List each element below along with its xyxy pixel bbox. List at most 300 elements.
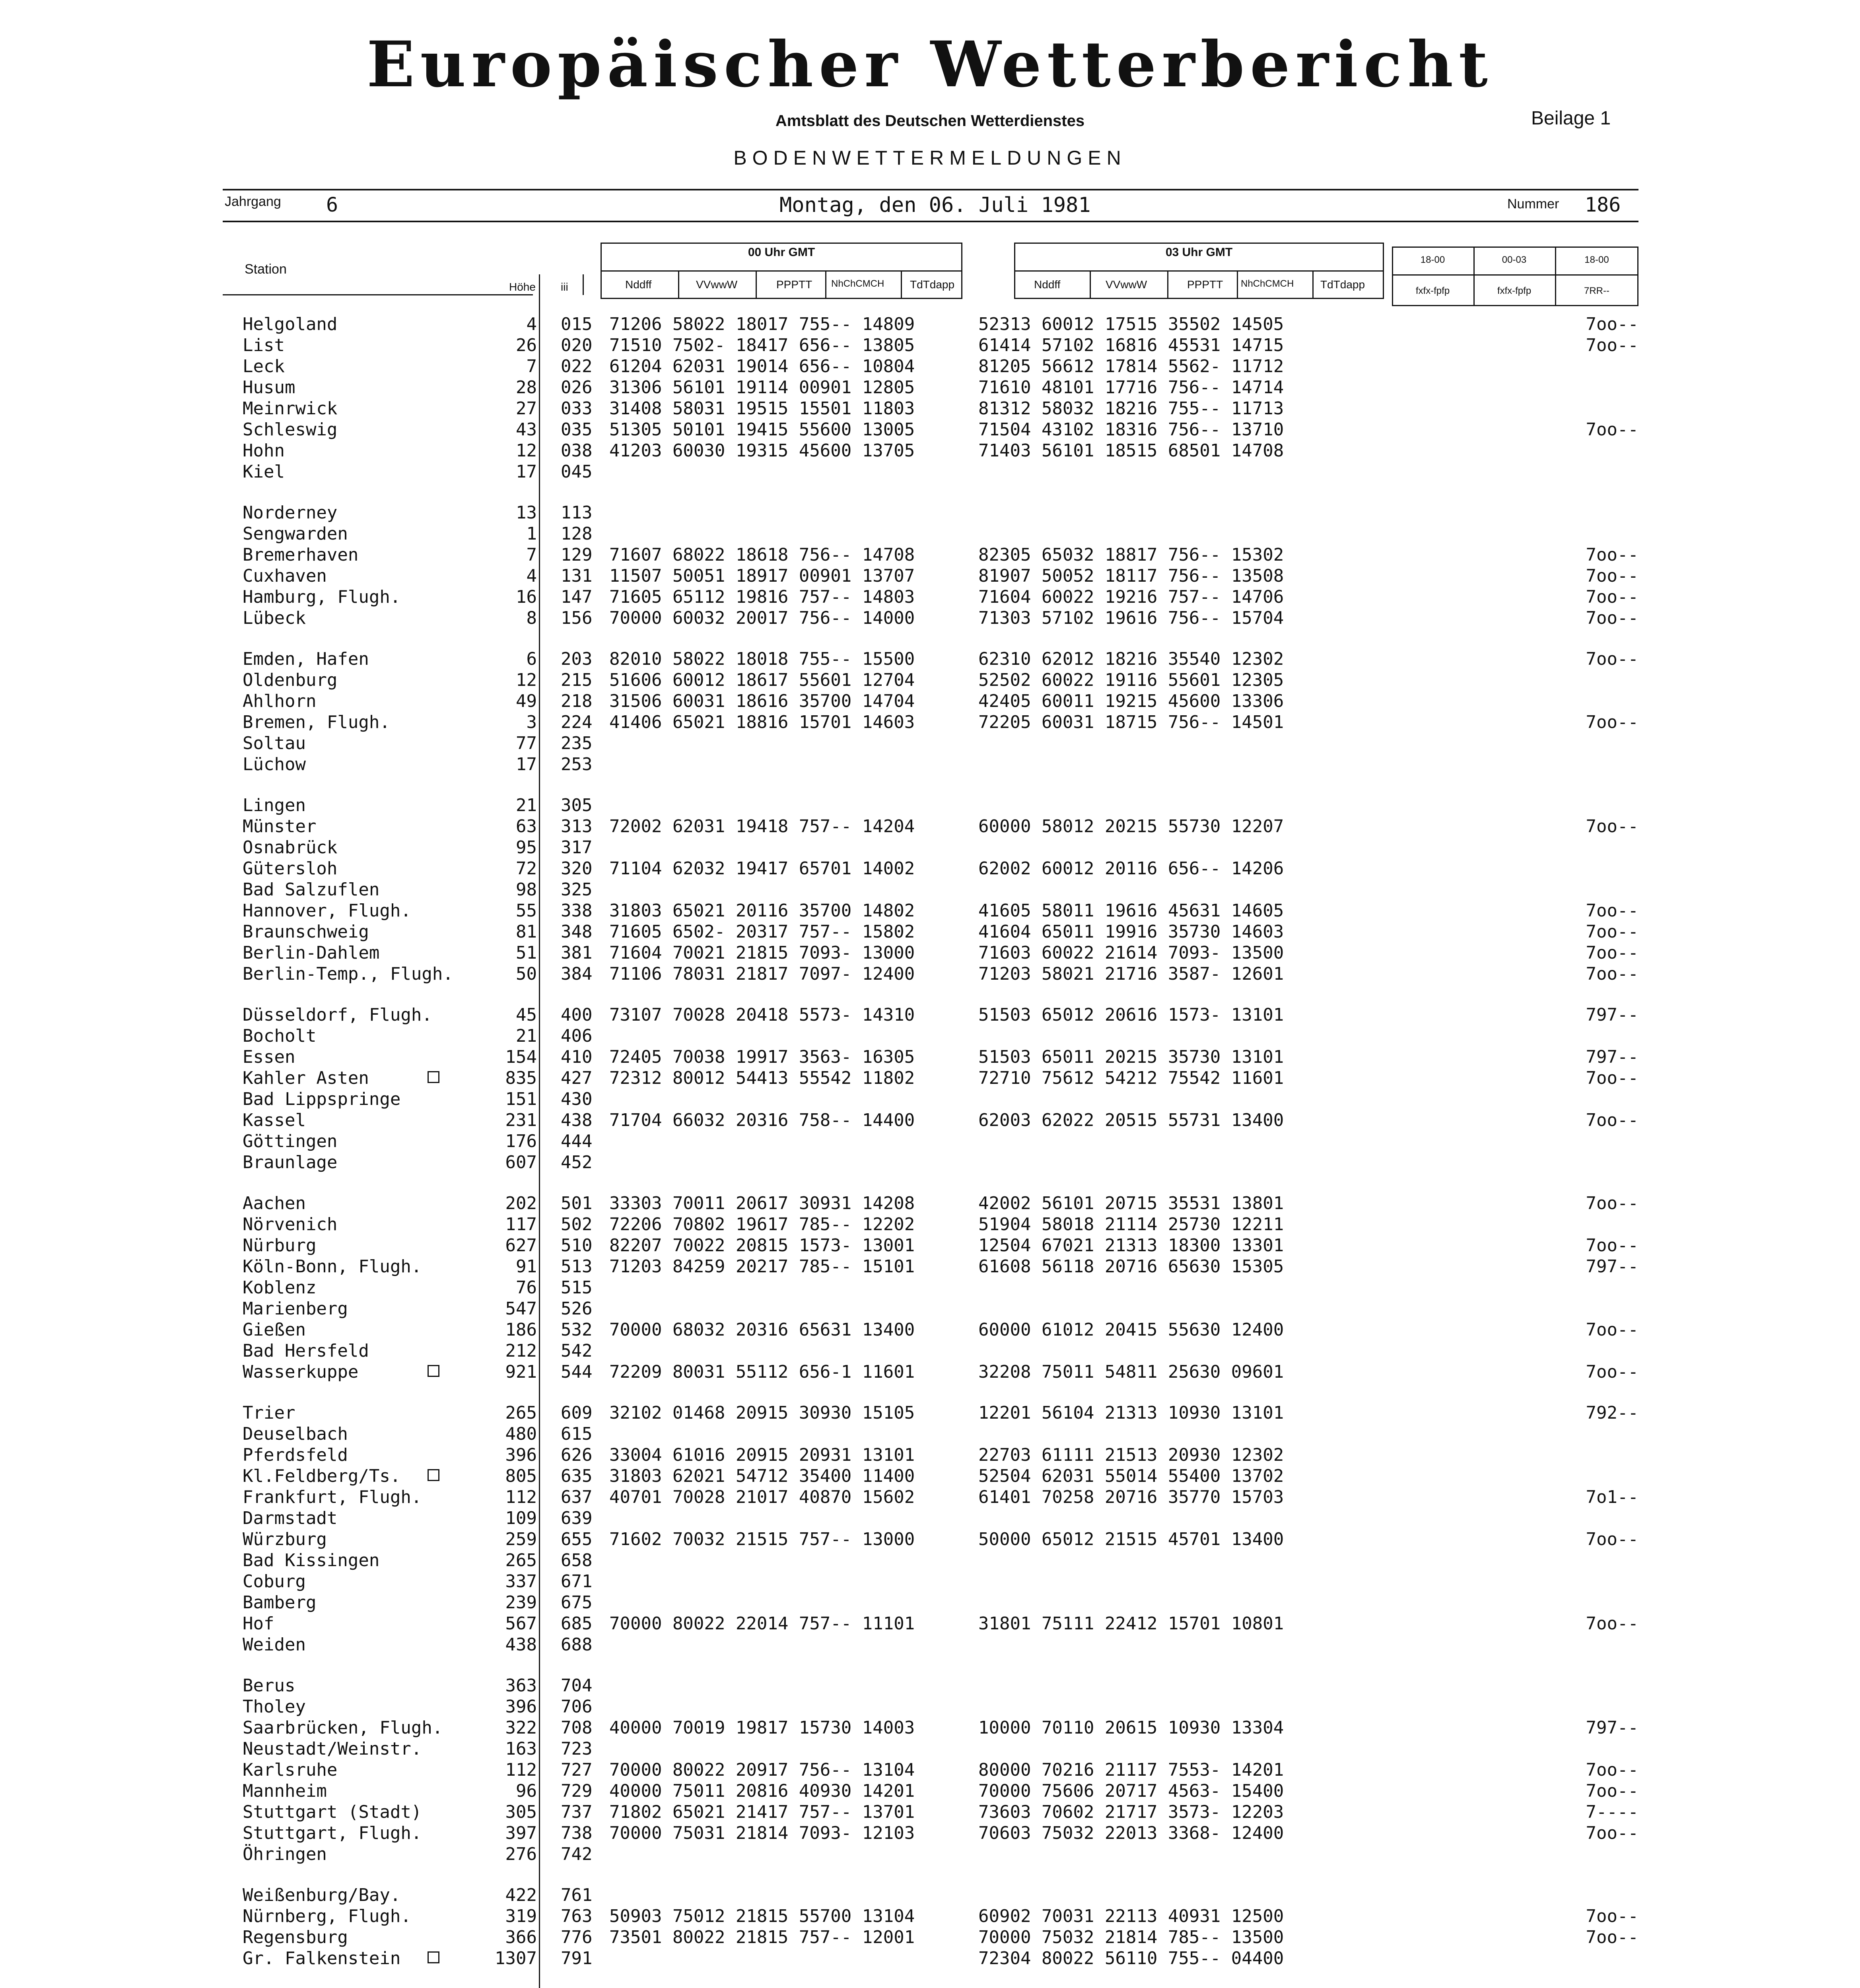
station-iii: 026	[561, 377, 593, 398]
station-hoehe: 7	[526, 356, 537, 377]
station-iii: 675	[561, 1592, 593, 1613]
obs-weather-code: 7oo--	[1586, 314, 1638, 334]
obs-00-uhr: 72209 80031 55112 656-1 11601	[609, 1362, 915, 1382]
station-hoehe: 76	[516, 1277, 537, 1298]
obs-00-uhr: 72312 80012 54413 55542 11802	[609, 1068, 915, 1088]
station-iii: 444	[561, 1131, 593, 1151]
station-name: Bad Lippspringe	[243, 1089, 401, 1109]
obs-00-uhr: 71704 66032 20316 758-- 14400	[609, 1110, 915, 1130]
station-iii: 320	[561, 858, 593, 879]
station-iii: 510	[561, 1235, 593, 1256]
station-name: Stuttgart (Stadt)	[243, 1802, 422, 1822]
obs-weather-code: 7oo--	[1586, 712, 1638, 732]
station-iii: 542	[561, 1341, 593, 1361]
obs-03-uhr: 70000 75032 21814 785-- 13500	[978, 1927, 1284, 1947]
obs-weather-code: 7oo--	[1586, 1529, 1638, 1549]
station-hoehe: 117	[505, 1214, 537, 1235]
obs-00-uhr: 70000 80022 22014 757-- 11101	[609, 1613, 915, 1634]
station-hoehe: 21	[516, 795, 537, 815]
station-hoehe: 567	[505, 1613, 537, 1634]
station-name: Hof	[243, 1613, 274, 1634]
station-iii: 635	[561, 1466, 593, 1486]
station-iii: 317	[561, 837, 593, 858]
obs-03-uhr: 71203 58021 21716 3587- 12601	[978, 964, 1284, 984]
station-iii: 763	[561, 1906, 593, 1926]
obs-00-uhr: 40701 70028 21017 40870 15602	[609, 1487, 915, 1507]
obs-03-uhr: 61401 70258 20716 35770 15703	[978, 1487, 1284, 1507]
station-name: Nürburg	[243, 1235, 317, 1256]
col-head-hoehe: Höhe	[509, 281, 536, 293]
station-iii: 637	[561, 1487, 593, 1507]
obs-00-uhr: 11507 50051 18917 00901 13707	[609, 566, 915, 586]
station-hoehe: 322	[505, 1718, 537, 1738]
obs-03-uhr: 72710 75612 54212 75542 11601	[978, 1068, 1284, 1088]
station-name: Neustadt/Weinstr.	[243, 1739, 422, 1759]
station-hoehe: 43	[516, 419, 537, 440]
obs-weather-code: 7oo--	[1586, 1760, 1638, 1780]
station-hoehe: 112	[505, 1760, 537, 1780]
right-sub-3: 7RR--	[1584, 285, 1609, 296]
station-iii: 688	[561, 1635, 593, 1655]
b00-v3	[825, 270, 826, 299]
obs-00-uhr: 70000 68032 20316 65631 13400	[609, 1320, 915, 1340]
obs-weather-code: 7----	[1586, 1802, 1638, 1822]
station-name: Essen	[243, 1047, 295, 1067]
station-iii: 761	[561, 1885, 593, 1905]
obs-weather-code: 7oo--	[1586, 901, 1638, 921]
station-name: Osnabrück	[243, 837, 338, 858]
station-name: Göttingen	[243, 1131, 338, 1151]
station-name: Lingen	[243, 795, 306, 815]
station-hoehe: 3	[526, 712, 537, 732]
section-title: BODENWETTERMELDUNGEN	[733, 147, 1127, 169]
obs-03-uhr: 51503 65012 20616 1573- 13101	[978, 1005, 1284, 1025]
station-hoehe: 397	[505, 1823, 537, 1843]
station-name: Coburg	[243, 1571, 306, 1592]
station-hoehe: 16	[516, 587, 537, 607]
station-iii: 776	[561, 1927, 593, 1947]
station-name: Karlsruhe	[243, 1760, 338, 1780]
block-00-col-clouds: NhChCMCH	[831, 278, 884, 289]
station-name: Bad Hersfeld	[243, 1341, 369, 1361]
station-hoehe: 305	[505, 1802, 537, 1822]
station-name: Saarbrücken, Flugh.	[243, 1718, 443, 1738]
obs-03-uhr: 71403 56101 18515 68501 14708	[978, 441, 1284, 461]
station-iii: 609	[561, 1403, 593, 1423]
beilage-label: Beilage 1	[1531, 108, 1611, 129]
station-iii: 727	[561, 1760, 593, 1780]
station-iii: 384	[561, 964, 593, 984]
station-hoehe: 4	[526, 314, 537, 334]
station-name: Lüchow	[243, 754, 306, 775]
station-name: Leck	[243, 356, 285, 377]
station-hoehe: 231	[505, 1110, 537, 1130]
right-head-1: 18-00	[1420, 254, 1445, 265]
station-iii: 685	[561, 1613, 593, 1634]
station-hoehe: 202	[505, 1193, 537, 1213]
station-name: Frankfurt, Flugh.	[243, 1487, 422, 1507]
obs-weather-code: 7oo--	[1586, 419, 1638, 440]
obs-weather-code: 7oo--	[1586, 1068, 1638, 1088]
station-iii: 215	[561, 670, 593, 690]
obs-00-uhr: 31306 56101 19114 00901 12805	[609, 377, 915, 398]
page-title: Europäischer Wetterbericht	[367, 28, 1493, 101]
obs-03-uhr: 81312 58032 18216 755-- 11713	[978, 398, 1284, 419]
station-iii: 020	[561, 335, 593, 355]
station-hoehe: 45	[516, 1005, 537, 1025]
station-name: Hohn	[243, 441, 285, 461]
station-hoehe: 96	[516, 1781, 537, 1801]
obs-03-uhr: 73603 70602 21717 3573- 12203	[978, 1802, 1284, 1822]
station-hoehe: 265	[505, 1550, 537, 1571]
obs-03-uhr: 52502 60022 19116 55601 12305	[978, 670, 1284, 690]
station-name: Bad Kissingen	[243, 1550, 380, 1571]
station-name: Kahler Asten	[243, 1068, 369, 1088]
station-iii: 704	[561, 1675, 593, 1696]
obs-weather-code: 7oo--	[1586, 1110, 1638, 1130]
station-iii: 381	[561, 943, 593, 963]
station-hoehe: 112	[505, 1487, 537, 1507]
obs-00-uhr: 31408 58031 19515 15501 11803	[609, 398, 915, 419]
obs-00-uhr: 41203 60030 19315 45600 13705	[609, 441, 915, 461]
station-hoehe: 265	[505, 1403, 537, 1423]
station-iii: 544	[561, 1362, 593, 1382]
station-hoehe: 12	[516, 670, 537, 690]
station-name: Düsseldorf, Flugh.	[243, 1005, 432, 1025]
station-hoehe: 186	[505, 1320, 537, 1340]
station-name: Lübeck	[243, 608, 306, 628]
obs-00-uhr: 82010 58022 18018 755-- 15500	[609, 649, 915, 669]
obs-03-uhr: 71610 48101 17716 756-- 14714	[978, 377, 1284, 398]
obs-03-uhr: 81907 50052 18117 756-- 13508	[978, 566, 1284, 586]
obs-weather-code: 7oo--	[1586, 1781, 1638, 1801]
obs-03-uhr: 60902 70031 22113 40931 12500	[978, 1906, 1284, 1926]
obs-00-uhr: 31803 65021 20116 35700 14802	[609, 901, 915, 921]
block-03-col-clouds: NhChCMCH	[1241, 278, 1294, 289]
station-hoehe: 835	[505, 1068, 537, 1088]
iii-divider	[583, 274, 584, 295]
obs-00-uhr: 33303 70011 20617 30931 14208	[609, 1193, 915, 1213]
obs-03-uhr: 62003 62022 20515 55731 13400	[978, 1110, 1284, 1130]
obs-03-uhr: 71603 60022 21614 7093- 13500	[978, 943, 1284, 963]
right-head-2: 00-03	[1502, 254, 1527, 265]
station-name: Gießen	[243, 1320, 306, 1340]
station-hoehe: 77	[516, 733, 537, 753]
station-iii: 427	[561, 1068, 593, 1088]
obs-03-uhr: 32208 75011 54811 25630 09601	[978, 1362, 1284, 1382]
station-iii: 129	[561, 545, 593, 565]
station-iii: 406	[561, 1026, 593, 1046]
b00-v2	[756, 270, 757, 299]
station-name: Münster	[243, 816, 317, 837]
station-hoehe: 319	[505, 1906, 537, 1926]
obs-03-uhr: 72205 60031 18715 756-- 14501	[978, 712, 1284, 732]
obs-03-uhr: 82305 65032 18817 756-- 15302	[978, 545, 1284, 565]
station-hoehe: 6	[526, 649, 537, 669]
obs-00-uhr: 71104 62032 19417 65701 14002	[609, 858, 915, 879]
obs-03-uhr: 42002 56101 20715 35531 13801	[978, 1193, 1284, 1213]
obs-weather-code: 797--	[1586, 1005, 1638, 1025]
obs-00-uhr: 71106 78031 21817 7097- 12400	[609, 964, 915, 984]
obs-00-uhr: 71203 84259 20217 785-- 15101	[609, 1256, 915, 1277]
obs-03-uhr: 60000 58012 20215 55730 12207	[978, 816, 1284, 837]
header-top-rule	[223, 189, 1638, 190]
obs-weather-code: 7oo--	[1586, 816, 1638, 837]
station-hoehe: 17	[516, 754, 537, 775]
station-col-rule	[223, 294, 533, 295]
obs-weather-code: 7oo--	[1586, 649, 1638, 669]
obs-03-uhr: 80000 70216 21117 7553- 14201	[978, 1760, 1284, 1780]
obs-weather-code: 792--	[1586, 1403, 1638, 1423]
nummer-label: Nummer	[1507, 196, 1559, 212]
block-00-col-tdapp: TdTdapp	[910, 278, 955, 291]
station-hoehe: 8	[526, 608, 537, 628]
obs-weather-code: 7oo--	[1586, 964, 1638, 984]
station-name: Norderney	[243, 503, 338, 523]
obs-weather-code: 7oo--	[1586, 943, 1638, 963]
station-iii: 438	[561, 1110, 593, 1130]
station-iii: 325	[561, 879, 593, 900]
b03-v1	[1090, 270, 1091, 299]
right-sub-1: fxfx-fpfp	[1415, 285, 1450, 296]
station-name: Bamberg	[243, 1592, 317, 1613]
block-03-col-ppptt: PPPTT	[1187, 278, 1223, 291]
block-00-col-vvwww: VVwwW	[696, 278, 738, 291]
station-name: Cuxhaven	[243, 566, 327, 586]
station-name: Regensburg	[243, 1927, 348, 1947]
obs-00-uhr: 72002 62031 19418 757-- 14204	[609, 816, 915, 837]
station-hoehe: 259	[505, 1529, 537, 1549]
station-name: Nürnberg, Flugh.	[243, 1906, 411, 1926]
station-name: Köln-Bonn, Flugh.	[243, 1256, 422, 1277]
obs-weather-code: 7oo--	[1586, 566, 1638, 586]
obs-weather-code: 7oo--	[1586, 587, 1638, 607]
obs-03-uhr: 51904 58018 21114 25730 12211	[978, 1214, 1284, 1235]
obs-weather-code: 7oo--	[1586, 1320, 1638, 1340]
station-name: Kiel	[243, 462, 285, 482]
obs-weather-code: 7oo--	[1586, 1235, 1638, 1256]
station-hoehe: 21	[516, 1026, 537, 1046]
station-iii: 671	[561, 1571, 593, 1592]
block-00-title: 00 Uhr GMT	[748, 246, 815, 259]
station-iii: 113	[561, 503, 593, 523]
station-hoehe: 7	[526, 545, 537, 565]
obs-03-uhr: 81205 56612 17814 5562- 11712	[978, 356, 1284, 377]
station-iii: 131	[561, 566, 593, 586]
station-name: Berlin-Temp., Flugh.	[243, 964, 453, 984]
obs-03-uhr: 60000 61012 20415 55630 12400	[978, 1320, 1284, 1340]
station-name: Oldenburg	[243, 670, 338, 690]
station-iii: 045	[561, 462, 593, 482]
station-iii: 033	[561, 398, 593, 419]
station-name: Berus	[243, 1675, 295, 1696]
obs-weather-code: 7oo--	[1586, 1362, 1638, 1382]
station-iii: 658	[561, 1550, 593, 1571]
right-sub-2: fxfx-fpfp	[1497, 285, 1532, 296]
mountain-station-square-icon	[428, 1071, 439, 1083]
station-name: Marienberg	[243, 1299, 348, 1319]
obs-00-uhr: 71802 65021 21417 757-- 13701	[609, 1802, 915, 1822]
station-iii: 338	[561, 901, 593, 921]
obs-00-uhr: 50903 75012 21815 55700 13104	[609, 1906, 915, 1926]
station-hoehe: 151	[505, 1089, 537, 1109]
station-hoehe: 480	[505, 1424, 537, 1444]
station-name: List	[243, 335, 285, 355]
station-iii: 501	[561, 1193, 593, 1213]
jahrgang-label: Jahrgang	[225, 194, 281, 209]
obs-03-uhr: 50000 65012 21515 45701 13400	[978, 1529, 1284, 1549]
obs-00-uhr: 71605 65112 19816 757-- 14803	[609, 587, 915, 607]
obs-weather-code: 7oo--	[1586, 1613, 1638, 1634]
station-hoehe: 176	[505, 1131, 537, 1151]
station-hoehe: 438	[505, 1635, 537, 1655]
block-03-col-tdapp: TdTdapp	[1320, 278, 1365, 291]
station-name: Gr. Falkenstein	[243, 1948, 401, 1969]
obs-00-uhr: 71510 7502- 18417 656-- 13805	[609, 335, 915, 355]
station-hoehe: 63	[516, 816, 537, 837]
station-iii: 639	[561, 1508, 593, 1528]
station-hoehe: 337	[505, 1571, 537, 1592]
block-03-subrule	[1014, 270, 1384, 272]
obs-03-uhr: 12201 56104 21313 10930 13101	[978, 1403, 1284, 1423]
station-iii: 532	[561, 1320, 593, 1340]
obs-00-uhr: 72405 70038 19917 3563- 16305	[609, 1047, 915, 1067]
station-hoehe: 363	[505, 1675, 537, 1696]
station-hoehe: 921	[505, 1362, 537, 1382]
obs-03-uhr: 10000 70110 20615 10930 13304	[978, 1718, 1284, 1738]
obs-03-uhr: 51503 65011 20215 35730 13101	[978, 1047, 1284, 1067]
obs-03-uhr: 31801 75111 22412 15701 10801	[978, 1613, 1284, 1634]
station-name: Helgoland	[243, 314, 338, 334]
mountain-station-square-icon	[428, 1951, 439, 1963]
obs-weather-code: 7o1--	[1586, 1487, 1638, 1507]
station-name: Öhringen	[243, 1844, 327, 1864]
station-hoehe: 72	[516, 858, 537, 879]
obs-03-uhr: 62002 60012 20116 656-- 14206	[978, 858, 1284, 879]
obs-00-uhr: 72206 70802 19617 785-- 12202	[609, 1214, 915, 1235]
station-iii: 305	[561, 795, 593, 815]
obs-03-uhr: 42405 60011 19215 45600 13306	[978, 691, 1284, 711]
station-hoehe: 276	[505, 1844, 537, 1864]
block-00-subrule	[601, 270, 962, 272]
station-name: Weiden	[243, 1635, 306, 1655]
station-name: Koblenz	[243, 1277, 317, 1298]
station-iii: 022	[561, 356, 593, 377]
station-iii: 313	[561, 816, 593, 837]
obs-weather-code: 7oo--	[1586, 1823, 1638, 1843]
station-iii: 708	[561, 1718, 593, 1738]
obs-00-uhr: 33004 61016 20915 20931 13101	[609, 1445, 915, 1465]
station-name: Tholey	[243, 1697, 306, 1717]
obs-03-uhr: 70000 75606 20717 4563- 15400	[978, 1781, 1284, 1801]
obs-00-uhr: 31506 60031 18616 35700 14704	[609, 691, 915, 711]
station-name: Schleswig	[243, 419, 338, 440]
station-hoehe: 212	[505, 1341, 537, 1361]
station-name: Kassel	[243, 1110, 306, 1130]
station-hoehe: 163	[505, 1739, 537, 1759]
obs-00-uhr: 70000 75031 21814 7093- 12103	[609, 1823, 915, 1843]
station-hoehe: 1307	[495, 1948, 537, 1969]
station-name: Braunlage	[243, 1152, 338, 1173]
obs-weather-code: 7oo--	[1586, 1927, 1638, 1947]
obs-00-uhr: 40000 70019 19817 15730 14003	[609, 1718, 915, 1738]
obs-03-uhr: 41604 65011 19916 35730 14603	[978, 922, 1284, 942]
page-subtitle: Amtsblatt des Deutschen Wetterdienstes	[775, 112, 1085, 130]
station-hoehe: 805	[505, 1466, 537, 1486]
obs-00-uhr: 51606 60012 18617 55601 12704	[609, 670, 915, 690]
obs-03-uhr: 41605 58011 19616 45631 14605	[978, 901, 1284, 921]
station-hoehe: 627	[505, 1235, 537, 1256]
station-name: Husum	[243, 377, 295, 398]
station-hoehe: 26	[516, 335, 537, 355]
station-iii: 253	[561, 754, 593, 775]
station-name: Bremen, Flugh.	[243, 712, 390, 732]
b03-v2	[1167, 270, 1168, 299]
station-name: Pferdsfeld	[243, 1445, 348, 1465]
obs-00-uhr: 40000 75011 20816 40930 14201	[609, 1781, 915, 1801]
col-head-iii: iii	[561, 281, 568, 293]
station-name: Wasserkuppe	[243, 1362, 359, 1382]
obs-03-uhr: 12504 67021 21313 18300 13301	[978, 1235, 1284, 1256]
station-name: Deuselbach	[243, 1424, 348, 1444]
obs-weather-code: 797--	[1586, 1718, 1638, 1738]
station-hoehe: 98	[516, 879, 537, 900]
obs-00-uhr: 70000 80022 20917 756-- 13104	[609, 1760, 915, 1780]
station-name: Gütersloh	[243, 858, 338, 879]
station-hoehe: 51	[516, 943, 537, 963]
station-iii: 035	[561, 419, 593, 440]
header-bottom-rule	[223, 221, 1638, 222]
station-iii: 526	[561, 1299, 593, 1319]
station-iii: 224	[561, 712, 593, 732]
obs-00-uhr: 31803 62021 54712 35400 11400	[609, 1466, 915, 1486]
obs-00-uhr: 82207 70022 20815 1573- 13001	[609, 1235, 915, 1256]
block-03-col-nddff: Nddff	[1034, 278, 1061, 291]
station-name: Würzburg	[243, 1529, 327, 1549]
obs-00-uhr: 71605 6502- 20317 757-- 15802	[609, 922, 915, 942]
obs-weather-code: 7oo--	[1586, 1193, 1638, 1213]
station-iii: 742	[561, 1844, 593, 1864]
issue-date: Montag, den 06. Juli 1981	[779, 193, 1091, 217]
station-iii: 203	[561, 649, 593, 669]
station-name: Bocholt	[243, 1026, 317, 1046]
station-name: Bad Salzuflen	[243, 879, 380, 900]
jahrgang-value: 6	[326, 193, 338, 216]
obs-00-uhr: 71602 70032 21515 757-- 13000	[609, 1529, 915, 1549]
station-hoehe: 28	[516, 377, 537, 398]
station-name: Braunschweig	[243, 922, 369, 942]
station-hoehe: 13	[516, 503, 537, 523]
obs-03-uhr: 61608 56118 20716 65630 15305	[978, 1256, 1284, 1277]
rb-subrule	[1392, 274, 1638, 276]
station-hoehe: 12	[516, 441, 537, 461]
station-iii: 791	[561, 1948, 593, 1969]
b03-v3	[1237, 270, 1238, 299]
obs-00-uhr: 51305 50101 19415 55600 13005	[609, 419, 915, 440]
obs-weather-code: 7oo--	[1586, 335, 1638, 355]
station-hoehe: 422	[505, 1885, 537, 1905]
station-iii: 410	[561, 1047, 593, 1067]
station-hoehe: 17	[516, 462, 537, 482]
station-hoehe: 239	[505, 1592, 537, 1613]
station-name: Ahlhorn	[243, 691, 317, 711]
block-03-col-vvwww: VVwwW	[1106, 278, 1147, 291]
station-name: Kl.Feldberg/Ts.	[243, 1466, 401, 1486]
station-iii: 430	[561, 1089, 593, 1109]
station-iii: 452	[561, 1152, 593, 1173]
station-iii: 218	[561, 691, 593, 711]
station-iii: 655	[561, 1529, 593, 1549]
